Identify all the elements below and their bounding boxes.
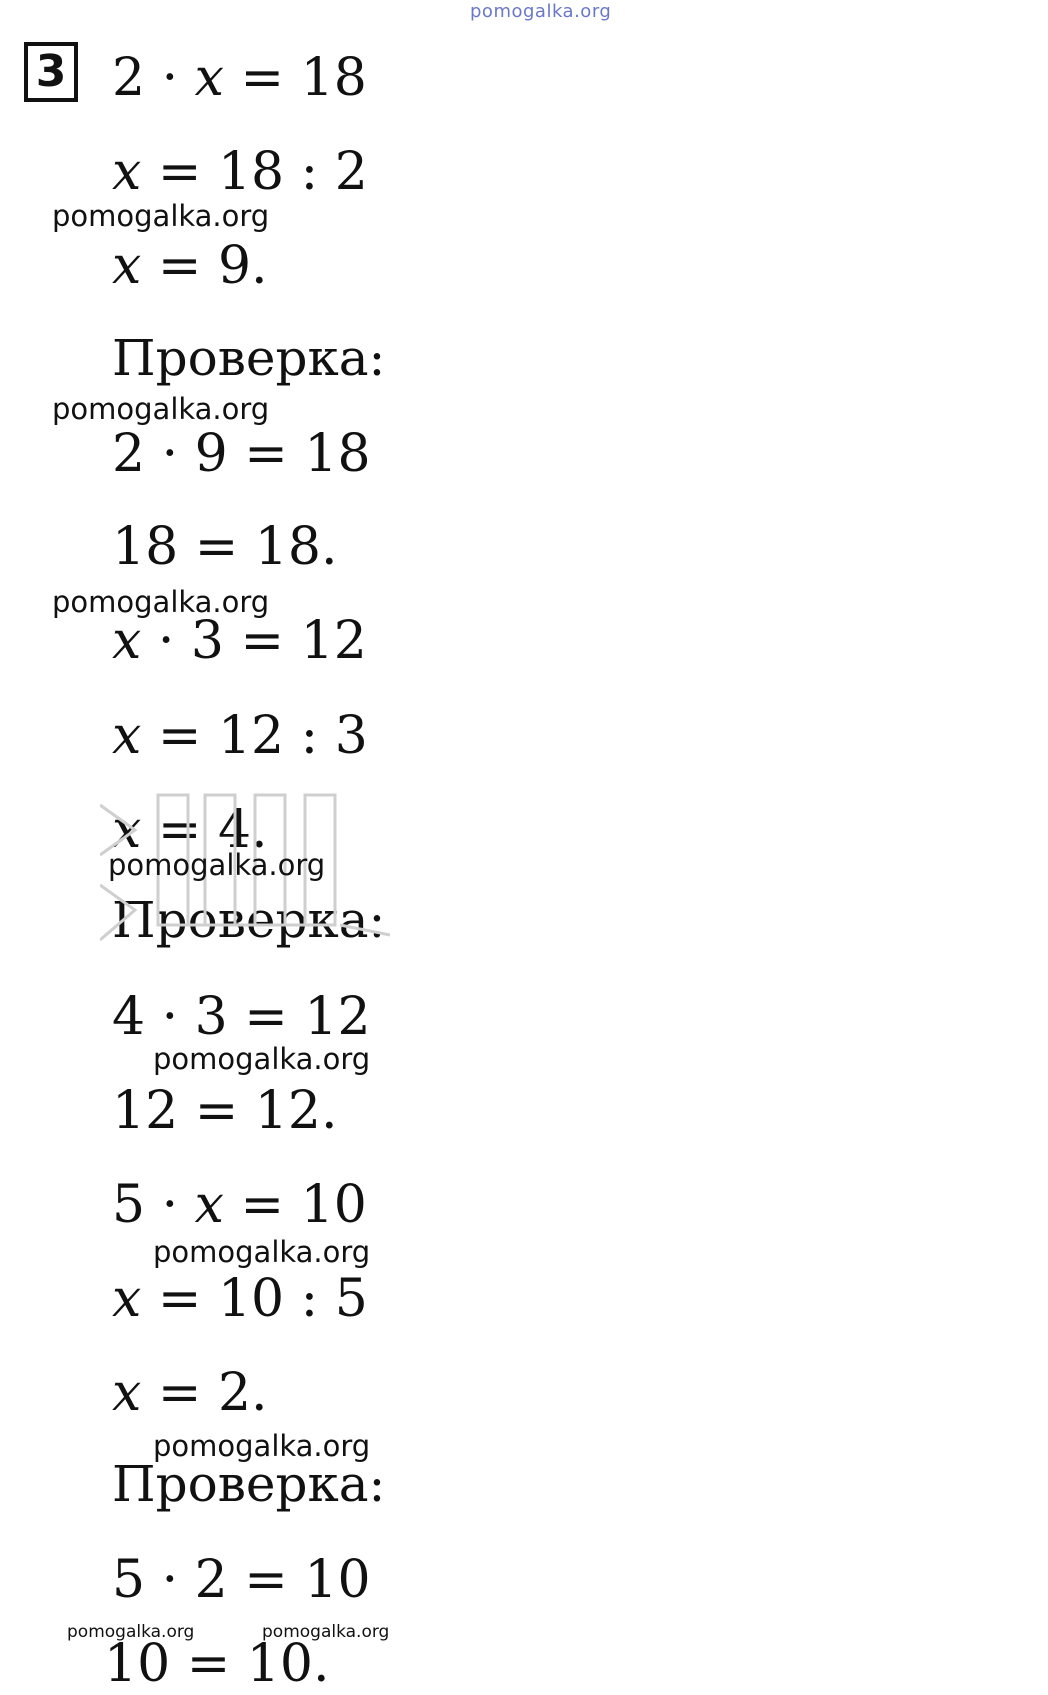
equation-line: 𝑥 = 9. [112, 236, 268, 296]
top-watermark: pomogalka.org [470, 1, 612, 22]
watermark-small: pomogalka.org [262, 1622, 390, 1642]
equation-line: 𝑥 = 18 : 2 [112, 142, 368, 202]
watermark: pomogalka.org [52, 585, 270, 619]
equation-line: 4 · 3 = 12 [112, 987, 371, 1047]
equation-line: 𝑥 = 4. [112, 800, 268, 860]
equation-line: 𝑥 = 2. [112, 1363, 268, 1423]
check-heading: Проверка: [112, 329, 386, 387]
check-heading: Проверка: [112, 1455, 386, 1513]
watermark: pomogalka.org [52, 199, 270, 233]
equation-line: 12 = 12. [112, 1081, 338, 1141]
watermark-small: pomogalka.org [67, 1622, 195, 1642]
equation-line: 2 · 9 = 18 [112, 424, 371, 484]
watermark: pomogalka.org [153, 1235, 371, 1269]
equation-line: 10 = 10. [104, 1634, 330, 1694]
watermark: pomogalka.org [153, 1429, 371, 1463]
equation-line: 𝑥 · 3 = 12 [112, 611, 367, 671]
equation-line: 18 = 18. [112, 517, 338, 577]
equation-line: 2 · 𝑥 = 18 [112, 48, 367, 108]
watermark: pomogalka.org [108, 848, 326, 882]
task-number-box [24, 42, 78, 102]
check-heading: Проверка: [112, 891, 386, 949]
equation-line: 5 · 2 = 10 [112, 1550, 371, 1610]
equation-line: 𝑥 = 10 : 5 [112, 1269, 368, 1329]
equation-line: 5 · 𝑥 = 10 [112, 1175, 367, 1235]
task-number: 3 [35, 46, 67, 97]
equation-line: 𝑥 = 12 : 3 [112, 706, 368, 766]
watermark: pomogalka.org [52, 392, 270, 426]
watermark: pomogalka.org [153, 1042, 371, 1076]
